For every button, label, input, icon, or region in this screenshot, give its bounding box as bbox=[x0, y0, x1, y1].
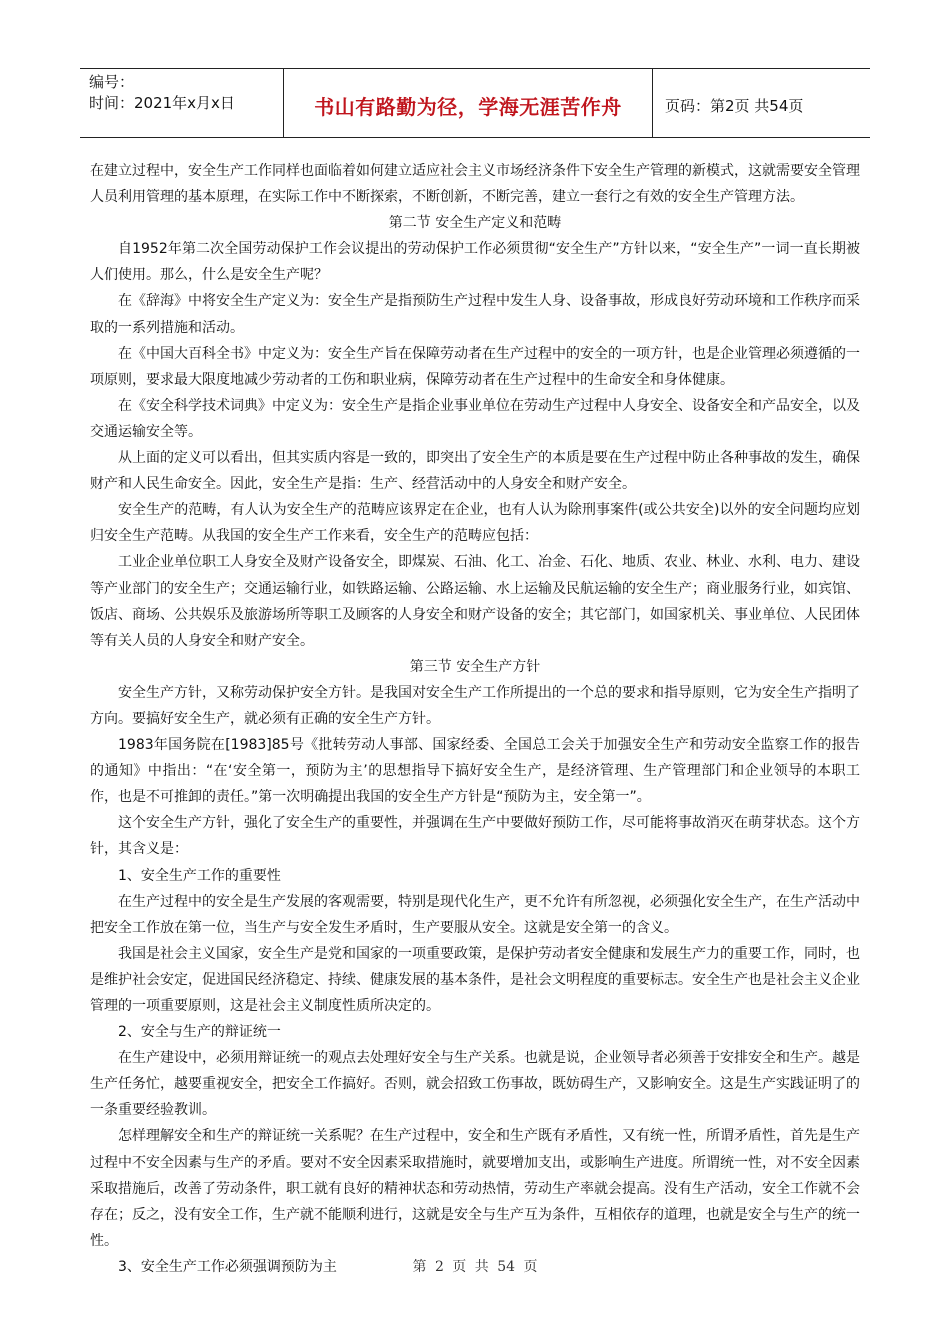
body-paragraph: 在生产建设中，必须用辩证统一的观点去处理好安全与生产关系。也就是说，企业领导者必须善于安排安全和生产。越是生产任务忙，越要重视安全，把安全工作搞好。否则，就会招致工伤事故，既妨碍生产，又影响安全。这是生产实践证明了的一条重要经验教训。 bbox=[90, 1050, 860, 1119]
header-meta-cell bbox=[80, 69, 284, 137]
body-paragraph: 3、安全生产工作必须强调预防为主 bbox=[118, 1258, 337, 1275]
header-page-cell bbox=[653, 69, 870, 137]
body-paragraph: 安全生产方针，又称劳动保护安全方针。是我国对安全生产工作所提出的一个总的要求和指导原则，它为安全生产指明了方向。要搞好安全生产，就必须有正确的安全生产方针。 bbox=[90, 684, 860, 727]
body-paragraph: 在《辞海》中将安全生产定义为：安全生产是指预防生产过程中发生人身、设备事故，形成良好劳动环境和工作秩序而采取的一系列措施和活动。 bbox=[90, 293, 860, 336]
document-body bbox=[90, 158, 860, 1280]
body-paragraph: 1、安全生产工作的重要性 bbox=[118, 867, 281, 884]
header-motto-cell bbox=[284, 69, 653, 137]
body-paragraph: 在《安全科学技术词典》中定义为：安全生产是指企业事业单位在劳动生产过程中人身安全、设备安全和产品安全，以及交通运输安全等。 bbox=[90, 397, 860, 440]
page-footer: 第 2 页 共 54 页 bbox=[412, 1259, 538, 1275]
body-paragraph: 我国是社会主义国家，安全生产是党和国家的一项重要政策，是保护劳动者安全健康和发展生产力的重要工作，同时，也是维护社会安定，促进国民经济稳定、持续、健康发展的基本条件，是社会文明程度的重要标志。安全生产也是社会主义企业管理的一项重要原则，这是社会主义制度性质所决定的。 bbox=[90, 945, 860, 1014]
body-paragraph: 安全生产的范畴，有人认为安全生产的范畴应该界定在企业，也有人认为除刑事案件(或公共安全)以外的安全问题均应划归安全生产范畴。从我国的安全生产工作来看，安全生产的范畴应包括： bbox=[90, 502, 860, 545]
document-date: 时间：2021年x月x日 bbox=[89, 94, 235, 112]
body-paragraph: 这个安全生产方针，强化了安全生产的重要性，并强调在生产中要做好预防工作，尽可能将事故消灭在萌芽状态。这个方针，其含义是： bbox=[90, 815, 860, 858]
header-motto: 书山有路勤为径，学海无涯苦作舟 bbox=[314, 95, 622, 119]
body-paragraph: 在生产过程中的安全是生产发展的客观需要，特别是现代化生产，更不允许有所忽视，必须强化安全生产，在生产活动中把安全工作放在第一位，当生产与安全发生矛盾时，生产要服从安全。这就是安全第一的含义。 bbox=[90, 893, 860, 936]
body-paragraph: 2、安全与生产的辩证统一 bbox=[118, 1024, 281, 1041]
body-paragraph: 在《中国大百科全书》中定义为：安全生产旨在保障劳动者在生产过程中的安全的一项方针，也是企业管理必须遵循的一项原则，要求最大限度地减少劳动者的工伤和职业病，保障劳动者在生产过程中的生命安全和身体健康。 bbox=[90, 345, 860, 388]
section-heading: 第二节 安全生产定义和范畴 bbox=[388, 215, 562, 232]
body-paragraph: 在建立过程中，安全生产工作同样也面临着如何建立适应社会主义市场经济条件下安全生产管理的新模式，这就需要安全管理人员利用管理的基本原理，在实际工作中不断探索，不断创新，不断完善，建立一套行之有效的安全生产管理方法。 bbox=[90, 163, 860, 206]
body-paragraph: 从上面的定义可以看出，但其实质内容是一致的，即突出了安全生产的本质是要在生产过程中防止各种事故的发生，确保财产和人民生命安全。因此，安全生产是指：生产、经营活动中的人身安全和财产安全。 bbox=[90, 450, 860, 493]
body-paragraph: 自1952年第二次全国劳动保护工作会议提出的劳动保护工作必须贯彻“安全生产”方针以来，“安全生产”一词一直长期被人们使用。那么，什么是安全生产呢？ bbox=[90, 241, 860, 284]
body-paragraph: 1983年国务院在[1983]85号《批转劳动人事部、国家经委、全国总工会关于加强安全生产和劳动安全监察工作的报告的通知》中指出：“在‘安全第一，预防为主’的思想指导下搞好安全生产，是经济管理、生产管理部门和企业领导的本职工作，也是不可推卸的责任。”第一次明确提出我国的安全生产方针是“预防为主，安全第一”。 bbox=[90, 737, 860, 806]
page-header bbox=[80, 68, 870, 138]
header-page-number: 页码：第2页 共54页 bbox=[665, 97, 804, 115]
body-paragraph: 怎样理解安全和生产的辩证统一关系呢？在生产过程中，安全和生产既有矛盾性，又有统一性，所谓矛盾性，首先是生产过程中不安全因素与生产的矛盾。要对不安全因素采取措施时，就要增加支出，或影响生产进度。所谓统一性，对不安全因素采取措施后，改善了劳动条件，职工就有良好的精神状态和劳动热情，劳动生产率就会提高。没有生产活动，安全工作就不会存在；反之，没有安全工作，生产就不能顺利进行，这就是安全与生产互为条件，互相依存的道理，也就是安全与生产的统一性。 bbox=[90, 1128, 860, 1249]
body-paragraph: 工业企业单位职工人身安全及财产设备安全，即煤炭、石油、化工、冶金、石化、地质、农业、林业、水利、电力、建设等产业部门的安全生产；交通运输行业，如铁路运输、公路运输、水上运输及民航运输的安全生产；商业服务行业，如宾馆、饭店、商场、公共娱乐及旅游场所等职工及顾客的人身安全和财产设备的安全；其它部门，如国家机关、事业单位、人民团体等有关人员的人身安全和财产安全。 bbox=[90, 554, 860, 649]
document-code-label: 编号： bbox=[89, 73, 135, 91]
section-heading: 第三节 安全生产方针 bbox=[409, 658, 541, 675]
